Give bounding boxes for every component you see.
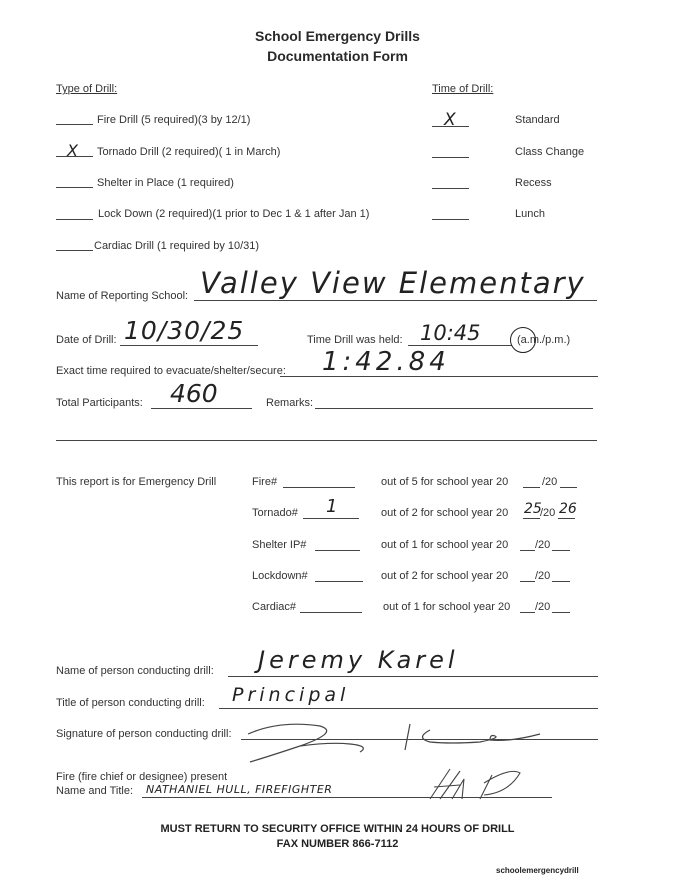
report-row-text: out of 2 for school year 20 (381, 507, 509, 519)
conductor-signature-scrawl (240, 712, 550, 764)
return-notice: MUST RETURN TO SECURITY OFFICE WITHIN 24 HOURS OF DRILL (160, 823, 515, 835)
time-of-drill-heading: Time of Drill: (432, 83, 494, 95)
report-row-text: out of 5 for school year 20 (381, 476, 509, 488)
time-option-label: Standard (515, 114, 560, 126)
time-option-label: Class Change (515, 146, 585, 158)
remarks-label: Remarks: (266, 397, 314, 409)
total-participants-field[interactable] (151, 408, 252, 409)
report-row-label: Shelter IP# (252, 539, 307, 551)
year-sep: /20 (535, 601, 551, 613)
date-of-drill-label: Date of Drill: (56, 334, 117, 346)
drill-type-label: Shelter in Place (1 required) (97, 177, 234, 189)
school-name-label: Name of Reporting School: (56, 290, 189, 302)
form-title-line2: Documentation Form (267, 48, 408, 64)
report-intro: This report is for Emergency Drill (56, 476, 217, 488)
check-blank[interactable] (56, 187, 93, 188)
year-to-field[interactable] (552, 612, 570, 613)
total-participants-value: 460 (170, 379, 218, 408)
report-row-text: out of 1 for school year 20 (383, 601, 511, 613)
total-participants-label: Total Participants: (56, 397, 143, 409)
drill-type-label: Cardiac Drill (1 required by 10/31) (94, 240, 260, 252)
remarks-field[interactable] (315, 408, 593, 409)
check-blank[interactable] (432, 157, 469, 158)
school-name-field[interactable] (194, 300, 597, 301)
year-to-value: 26 (559, 501, 577, 517)
year-from-field[interactable] (520, 550, 535, 551)
year-to-field[interactable] (558, 518, 575, 519)
fire-official-signature-scrawl (420, 765, 530, 803)
signature-label: Signature of person conducting drill: (56, 728, 232, 740)
report-count-field[interactable] (300, 612, 362, 613)
year-sep: /20 (542, 476, 558, 488)
report-count-field[interactable] (315, 581, 363, 582)
fire-official-label-line2: Name and Title: (56, 785, 134, 797)
conductor-title-label: Title of person conducting drill: (56, 697, 205, 709)
drill-type-label: Fire Drill (5 required)(3 by 12/1) (97, 114, 251, 126)
year-from-value: 25 (524, 501, 542, 517)
am-selected-circle (510, 327, 536, 353)
am-pm-label[interactable]: (a.m./p.m.) (517, 334, 571, 346)
year-sep: /20 (535, 570, 551, 582)
year-from-field[interactable] (520, 612, 535, 613)
report-count-field[interactable] (303, 518, 359, 519)
drill-type-label: Tornado Drill (2 required)( 1 in March) (97, 146, 281, 158)
time-option-label: Recess (515, 177, 552, 189)
report-row-text: out of 1 for school year 20 (381, 539, 509, 551)
remarks-field-line2[interactable] (56, 440, 597, 441)
date-of-drill-field[interactable] (120, 345, 258, 346)
report-row-text: out of 2 for school year 20 (381, 570, 509, 582)
drill-type-label: Lock Down (2 required)(1 prior to Dec 1 & 1 after Jan 1) (98, 208, 370, 220)
check-blank[interactable] (432, 219, 469, 220)
report-count-value: 1 (326, 496, 338, 517)
year-to-field[interactable] (560, 487, 577, 488)
year-to-field[interactable] (552, 550, 570, 551)
check-mark: X (67, 141, 78, 160)
fire-official-label-line1: Fire (fire chief or designee) present (56, 771, 228, 783)
check-blank[interactable] (56, 250, 93, 251)
fax-number: FAX NUMBER 866-7112 (276, 838, 399, 850)
report-row-label: Tornado# (252, 507, 298, 519)
conductor-name-field[interactable] (228, 676, 598, 677)
check-blank[interactable] (56, 219, 93, 220)
year-to-field[interactable] (552, 581, 570, 582)
time-held-value: 10:45 (420, 321, 481, 345)
check-blank[interactable] (56, 124, 93, 125)
year-from-field[interactable] (520, 581, 535, 582)
type-of-drill-heading: Type of Drill: (56, 83, 118, 95)
school-name-value: Valley View Elementary (200, 266, 586, 300)
document-id: schoolemergencydrill (496, 866, 579, 875)
fire-official-value: NATHANIEL HULL, FIREFIGHTER (146, 783, 333, 796)
date-of-drill-value: 10/30/25 (124, 316, 245, 345)
year-sep: /20 (535, 539, 551, 551)
form-title-line1: School Emergency Drills (255, 28, 420, 44)
time-held-label: Time Drill was held: (307, 334, 403, 346)
conductor-name-label: Name of person conducting drill: (56, 665, 214, 677)
conductor-name-value: Jeremy Karel (258, 646, 459, 674)
report-row-label: Fire# (252, 476, 278, 488)
time-option-label: Lunch (515, 208, 545, 220)
report-row-label: Lockdown# (252, 570, 308, 582)
check-blank[interactable] (432, 188, 469, 189)
exact-time-label: Exact time required to evacuate/shelter/secure: (56, 365, 286, 377)
conductor-title-field[interactable] (219, 708, 598, 709)
year-from-field[interactable] (523, 487, 540, 488)
report-row-label: Cardiac# (252, 601, 297, 613)
time-held-field[interactable] (408, 345, 512, 346)
report-count-field[interactable] (283, 487, 355, 488)
year-sep: /20 (540, 507, 556, 519)
check-mark: X (444, 110, 456, 130)
report-count-field[interactable] (315, 550, 360, 551)
exact-time-value: 1:42.84 (322, 347, 450, 377)
year-from-field[interactable] (523, 518, 540, 519)
conductor-title-value: Principal (232, 684, 350, 706)
